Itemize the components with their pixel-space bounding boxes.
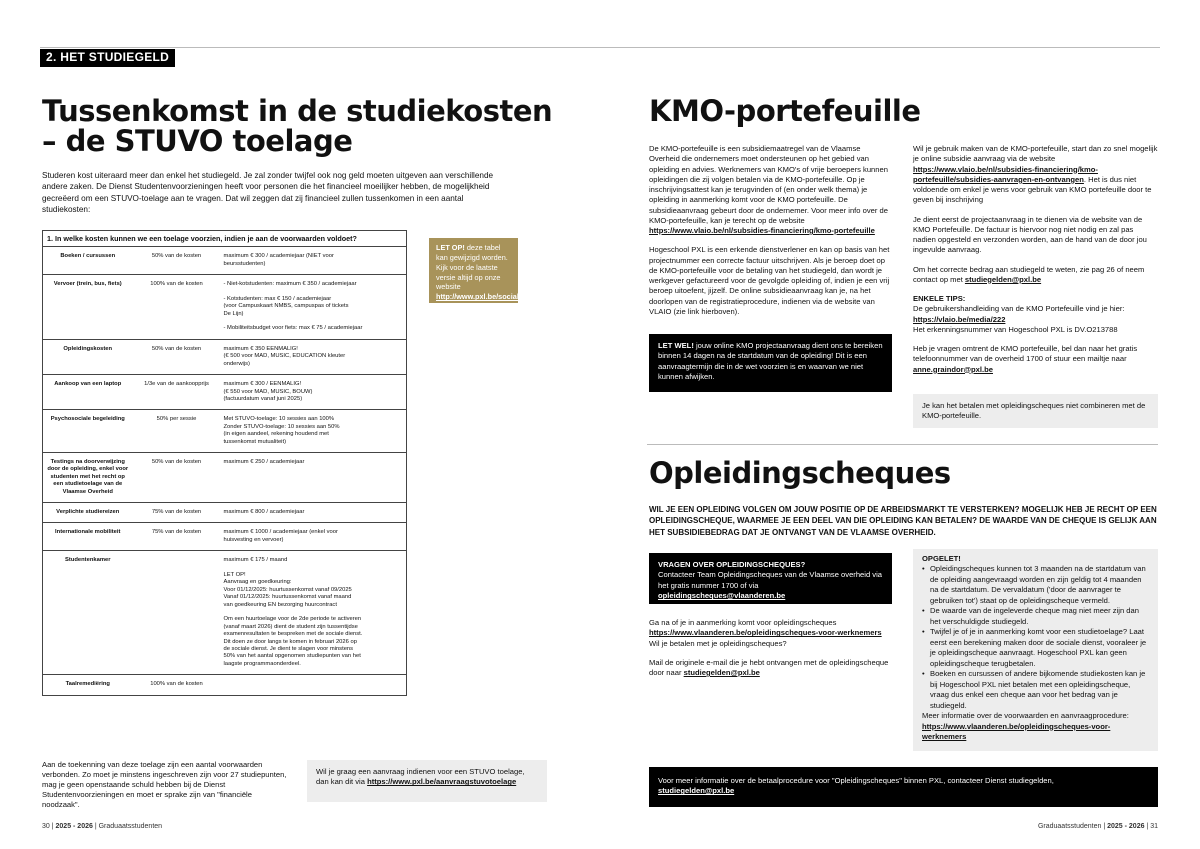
let-wel-text: jouw online KMO projectaanvraag dient ons te bereiken binnen 14 dagen na de startdatum van de opleiding! Dit is een aanvraagtermijn die in de wet voorzien is en waarvan we niet kunnen afwijken.: [658, 341, 883, 382]
vlaio-subsidies-link[interactable]: https://www.vlaio.be/nl/subsidies-financiering/kmo-portefeuille/subsidies-aanvragen-en-ontvangen: [913, 164, 1098, 184]
cost-detail: maximum € 350 EENMALIG! (€ 500 voor MAD, MUSIC, EDUCATION kleuter onderwijs): [223, 345, 346, 367]
notice-box-gold: [429, 238, 545, 303]
vlaio-link[interactable]: https://www.vlaio.be/nl/subsidies-financiering/kmo-portefeuille: [649, 226, 875, 235]
table-row: [43, 551, 407, 675]
table-row: [43, 339, 407, 374]
questions-text: Contacteer Team Opleidingscheques van de Vlaamse overheid via het gratis nummer 1700 of via: [658, 570, 883, 590]
section-divider: [647, 444, 1158, 445]
combine-note-box: Je kan het betalen met opleidingscheques niet combineren met de KMO-portefeuille.: [913, 394, 1158, 428]
cheques-p2-text: Mail de originele e-mail die je hebt ontvangen met de opleidingscheque door naar: [649, 657, 889, 677]
cost-item-cell: [43, 523, 133, 551]
cost-detail-cell: [221, 675, 407, 695]
tips-line-2: Het erkenningsnummer van Hogeschool PXL is DV.O213788: [913, 324, 1118, 334]
request-text: Wil je graag een aanvraag indienen voor een STUVO toelage, dan kan dit via: [316, 767, 525, 787]
table-row: [43, 410, 407, 453]
kmo-r2: Je dient eerst de projectaanvraag in te dienen via de website van de KMO Portefeuille. De factuur is hiervoor nog niet nodig en zal pas nadien opgesteld en verzonden worden, aan de hand van de door jou ingevulde aanvraag.: [913, 214, 1147, 255]
questions-heading: VRAGEN OVER OPLEIDINGSCHEQUES?: [658, 560, 806, 569]
kmo-r4-text: Heb je vragen omtrent de KMO portefeuille, bel dan naar het gratis telefoonnummer van de overheid 1700 of stuur een mailtje naar: [913, 344, 1138, 364]
cost-item: Vervoer (trein, bus, fiets): [53, 281, 122, 288]
let-wel-label: LET WEL!: [658, 341, 694, 350]
cost-share-cell: [133, 375, 221, 410]
notice-label: LET OP!: [436, 243, 465, 252]
cost-share-cell: [133, 502, 221, 522]
tips-line-1: De gebruikershandleiding van de KMO Portefeuille vind je hier:: [913, 304, 1125, 314]
cost-item-cell: [43, 339, 133, 374]
cost-detail: maximum € 1000 / academiejaar (enkel voor huisvesting en vervoer): [223, 529, 338, 543]
cost-item-cell: [43, 410, 133, 453]
footer-right: Graduaatsstudenten | 2025 - 2026 | 31: [1037, 823, 1158, 830]
footer-label-right: Graduaatsstudenten: [1037, 823, 1102, 830]
cheques-p1-text: Ga na of je in aanmerking komt voor opleidingscheques: [649, 618, 837, 627]
cost-item-cell: [43, 247, 133, 275]
cost-item: Internationale mobiliteit: [55, 529, 121, 536]
title-line-2: – de STUVO toelage: [42, 124, 353, 158]
tips-heading: ENKELE TIPS:: [913, 294, 966, 303]
table-row: [43, 675, 407, 695]
cheques-title: Opleidingscheques: [649, 456, 951, 490]
cost-share: 75% van de kosten: [151, 508, 202, 515]
title-line-1: Tussenkomst in de studiekosten: [42, 94, 553, 128]
questions-box: [649, 553, 892, 604]
cost-detail-cell: [221, 247, 407, 275]
table-header: 1. In welke kosten kunnen we een toelage voorzien, indien je aan de voorwaarden voldoet?: [43, 231, 407, 247]
let-wel-box: [649, 334, 892, 392]
cost-item-cell: [43, 502, 133, 522]
stuvo-request-link[interactable]: https://www.pxl.be/aanvraagstuvotoelage: [367, 777, 517, 787]
table-row: [43, 452, 407, 502]
kmo-r3-text: Om het correcte bedrag aan studiegeld te weten, zie pag 26 of neem contact op met: [913, 264, 1145, 284]
cost-share: 50% van de kosten: [151, 458, 202, 465]
list-item: • Twijfel je of je in aanmerking komt voor een studietoelage? Laat eerst een berekening maken door de sociale dienst, vooraleer je je opleidingscheque aanvraagt. Hogeschool PXL kan geen opleidingscheque terugbetalen.: [922, 627, 1149, 669]
cost-detail: maximum € 300 / EENMALIG! (€ 550 voor MAD, MUSIC, BOUW) (factuurdatum vanaf juni 2025): [223, 381, 313, 402]
cost-share-cell: [133, 675, 221, 695]
table-row: [43, 502, 407, 522]
cost-item-cell: [43, 551, 133, 675]
cost-detail-cell: [221, 375, 407, 410]
cost-share-cell: [133, 523, 221, 551]
cheques-left-column: [649, 618, 892, 687]
kmo-left-column: [649, 144, 891, 326]
cost-detail-cell: [221, 275, 407, 340]
cost-share: 100% van de kosten: [150, 681, 203, 688]
cost-detail-cell: [221, 339, 407, 374]
kmo-p1-text: De KMO-portefeuille is een subsidiemaatregel van de Vlaamse Overheid die ondernemers moet ondersteunen op het gebied van opleiding en advies. Werknemers van KMO's of vrije beroepers kunnen opleidingen die zij volgen betalen via de KMO-portefeuille. Op je inschrijvingsattest kan je terugvinden of (en onder welk thema) je opleiding in aanmerking komt voor de KMO portefeuille. De subsidieaanvraag gebeurt door de ondernemer. Voor meer info over de KMO-portefeuille, kan je terecht op de website: [649, 144, 888, 225]
cost-item: Verplichte studiereizen: [56, 508, 120, 515]
cost-detail-cell: [221, 410, 407, 453]
kmo-title: KMO-portefeuille: [649, 94, 921, 128]
opleidingscheques-email-link[interactable]: opleidingscheques@vlaanderen.be: [658, 591, 786, 601]
cost-item-cell: [43, 375, 133, 410]
cost-detail: maximum € 300 / academiejaar (NIET voor beursstudenten): [223, 253, 334, 267]
cost-share-cell: [133, 339, 221, 374]
cost-detail: maximum € 175 / maand LET OP! Aanvraag en goedkeuring: Voor 01/12/2025: huurtussenkomst vanaf 09/2025 Vanaf 01/12/2025: huurtussenkomst vanaf maand van goedkeuring EN bezorging huurcontract Om een huurtoelage voor de 2de periode te activeren (vanaf maart 2026) dient de student zijn tussentijdse examenresultaten te bespreken met de sociale dienst. Dit doen ze door langs te komen in februari 2026 op de sociale dienst. Je dient te slagen voor minstens 50% van het aantal opgenomen studiepunten van het laagste programmaonderdeel.: [223, 557, 363, 667]
cost-share-cell: [133, 247, 221, 275]
opgelet-heading: OPGELET!: [922, 554, 961, 563]
page-number-right: 31: [1150, 823, 1158, 830]
year-right: 2025 - 2026: [1107, 823, 1145, 830]
kmo-r1-text: Wil je gebruik maken van de KMO-portefeuille, start dan zo snel mogelijk je online subsidie aanvraag via de website: [913, 144, 1158, 164]
cheques-eligibility-link[interactable]: https://www.vlaanderen.be/opleidingscheques-voor-werknemers: [649, 628, 882, 638]
section-tag: 2. HET STUDIEGELD: [40, 49, 175, 67]
table-row: [43, 275, 407, 340]
request-box: [307, 760, 547, 802]
more-info-link[interactable]: https://www.vlaanderen.be/opleidingscheques-voor-werknemers: [922, 721, 1111, 741]
cost-item: Boeken / cursussen: [60, 253, 116, 260]
cost-share: 75% van de kosten: [151, 529, 202, 536]
cost-detail-cell: [221, 551, 407, 675]
cost-detail: Met STUVO-toelage: 10 sessies aan 100% Zonder STUVO-toelage: 10 sessies aan 50% (in eigen aandeel, rekening houdend met tussenkomst mutualiteit): [223, 416, 340, 445]
cost-share: 100% van de kosten: [150, 281, 203, 288]
footer-label-left: Graduaatsstudenten: [98, 823, 163, 830]
list-item: • De waarde van de ingeleverde cheque mag niet meer zijn dan het verschuldigde studiegeld.: [922, 606, 1149, 627]
cost-share: 50% per sessie: [156, 416, 197, 423]
cost-share: 1/3e van de aankoopprijs: [144, 381, 209, 388]
socialedienst-link[interactable]: http://www.pxl.be/socialedienst: [436, 292, 545, 302]
cost-item: Psychosociale begeleiding: [50, 416, 125, 423]
cost-table: [42, 230, 407, 696]
cost-detail-cell: [221, 523, 407, 551]
kmo-p2: Hogeschool PXL is een erkende dienstverlener en kan op basis van het projectnummer een correcte factuur uitschrijven. Als je beroep doet op de KMO-portefeuille voor de betaling van het studiegeld, dan wordt je werkgever gefactureerd voor de gevolgde opleiding of, indien je een vrij beroep uitoefent, jijzelf. De online subsidieaanvraag kan je, na het doorlopen van de registratieprocedure, indienen via de website van VLAIO (zie link hierboven).: [649, 245, 890, 316]
studiegelden-email-link[interactable]: studiegelden@pxl.be: [964, 274, 1042, 284]
year-left: 2025 - 2026: [55, 823, 93, 830]
cost-share: 50% van de kosten: [151, 345, 202, 352]
intro-paragraph: Studeren kost uiteraard meer dan enkel het studiegeld. Je zal zonder twijfel ook nog geld moeten uitgeven aan verschillende andere zaken. De Dienst Studentenvoorzieningen heeft voor personen die het financieel moeilijker hebben, de mogelijkheid gecreëerd om een STUVO-toelage aan te vragen. Dat wil zeggen dat zij financieel zullen tussenkomen in een aantal studiekosten:: [42, 171, 494, 215]
cost-item: Studentenkamer: [65, 557, 111, 564]
cost-share-cell: [133, 551, 221, 675]
kmo-r1-after: . Het is dus niet voldoende om enkel je wens voor gebruik van KMO portefeuille door te geven bij inschrijving: [913, 174, 1152, 205]
cost-share-cell: [133, 410, 221, 453]
cost-share-cell: [133, 275, 221, 340]
cost-share: 50% van de kosten: [151, 253, 202, 260]
cost-item: Taalremediëring: [65, 681, 110, 688]
bottom-email-link[interactable]: studiegelden@pxl.be: [658, 786, 735, 796]
cost-detail: maximum € 800 / academiejaar: [223, 508, 305, 515]
table-row: [43, 247, 407, 275]
table-row: [43, 523, 407, 551]
table-row: [43, 375, 407, 410]
handleiding-link[interactable]: https://vlaio.be/media/222: [913, 314, 1006, 324]
cost-share-cell: [133, 452, 221, 502]
cost-item-cell: [43, 275, 133, 340]
cost-item-cell: [43, 675, 133, 695]
opgelet-box: [913, 549, 1158, 751]
opgelet-list: [922, 564, 1149, 711]
page-number-left: 30: [42, 823, 50, 830]
cheques-lead: WIL JE EEN OPLEIDING VOLGEN OM JOUW POSITIE OP DE ARBEIDSMARKT TE VERSTERKEN? MOGELIJK HEB JE RECHT OP EEN OPLEIDINGSCHEQUE, WAARMEE JE EEN DEEL VAN DIE OPLEIDING KAN BETALEN? DE WAARDE VAN DE CHEQUE IS GELIJK AAN HET SUBSIDIEBEDRAG DAT JE ONTVANGT VAN DE VLAAMSE OVERHEID.: [649, 505, 1157, 537]
cost-item: Aankoop van een laptop: [54, 381, 122, 388]
cheques-mail-link[interactable]: studiegelden@pxl.be: [683, 668, 760, 677]
cost-item-cell: [43, 452, 133, 502]
cost-detail-cell: [221, 452, 407, 502]
top-rule: [40, 47, 1160, 48]
bottom-info-text: Voor meer informatie over de betaalprocedure voor "Opleidingscheques" binnen PXL, contacteer Dienst studiegelden,: [658, 776, 1054, 785]
bottom-info-bar: [649, 767, 1158, 807]
page-title-left: [42, 96, 602, 156]
cost-item: Testings na doorverwijzing door de opleiding, enkel voor studenten met het recht op een studietoelage van de Vlaamse Overheid: [47, 458, 129, 495]
list-item: • Opleidingscheques kunnen tot 3 maanden na de startdatum van de opleiding aangevraagd worden en zijn geldig tot 4 maanden na de startdatum. De vervaldatum ('door de aanvrager te gebruiken tot') staat op de opleidingscheque vermeld.: [922, 564, 1149, 606]
kmo-right-column: [913, 144, 1158, 384]
cost-detail: - Niet-kotstudenten: maximum € 350 / academiejaar - Kotstudenten: max € 150 / academiejaar (voor Campuskaart NMBS, campuspas of tickets De Lijn) - Mobiliteitsbudget voor fiets: max € 75 / academiejaar: [223, 281, 363, 332]
cheques-p1-after: Wil je betalen met je opleidingscheques?: [649, 638, 787, 648]
more-info-text: Meer informatie over de voorwaarden en aanvraagprocedure:: [922, 711, 1129, 721]
cost-item: Opleidingskosten: [63, 345, 113, 352]
cost-detail-cell: [221, 502, 407, 522]
cost-detail: maximum € 250 / academiejaar: [223, 458, 305, 465]
conditions-paragraph: Aan de toekenning van deze toelage zijn een aantal voorwaarden verbonden. Zo moet je minstens ingeschreven zijn voor 27 studiepunten, mag je geen openstaande schuld hebben bij de Dienst Studentenvoorzieningen en moet er sprake zijn van "financiële noodzaak".: [42, 760, 287, 810]
footer-left: 30 | 2025 - 2026 | Graduaatsstudenten: [42, 823, 163, 830]
notice-text: deze tabel kan gewijzigd worden. Kijk voor de laatste versie altijd op onze website: [436, 243, 508, 292]
contact-email-link[interactable]: anne.graindor@pxl.be: [913, 364, 993, 374]
list-item: • Boeken en cursussen of andere bijkomende studiekosten kan je bij Hogeschool PXL niet betalen met een opleidingscheque, vraag dus enkel een cheque aan voor het bedrag van je studiegeld.: [922, 669, 1149, 711]
